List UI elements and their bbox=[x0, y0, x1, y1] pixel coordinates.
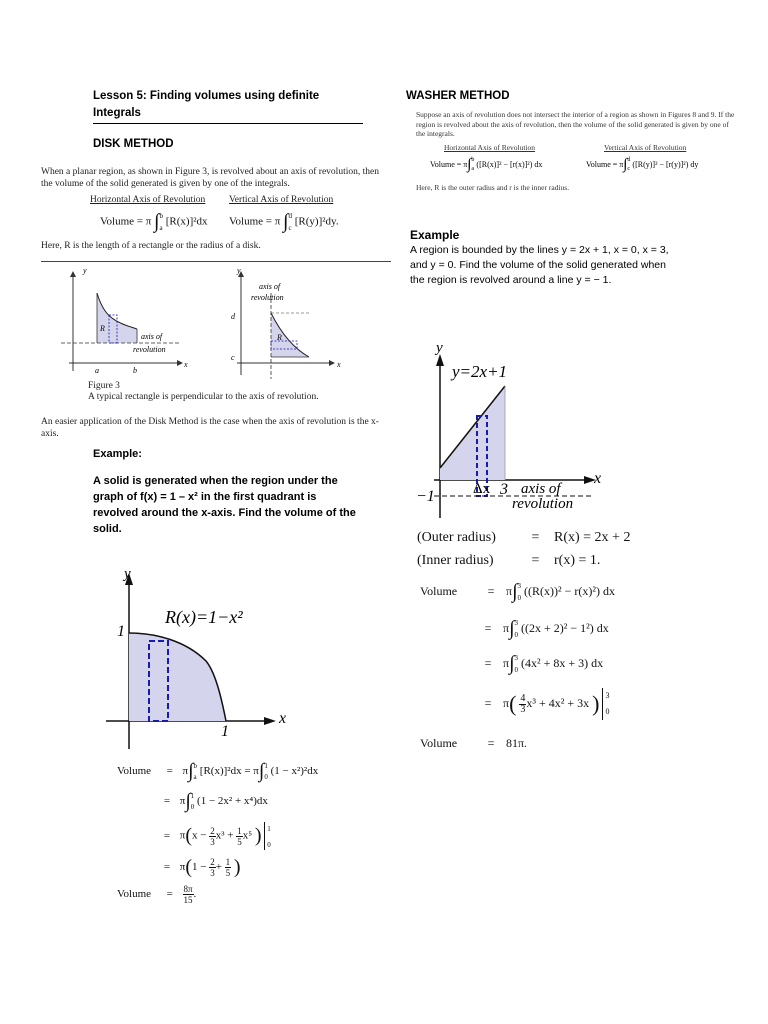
left-graph-curve-label: R(x)=1−x² bbox=[165, 607, 243, 627]
disk-work-line-4: = π(1 − $\frac{2}{3}$ + $\frac{1}{5}$ ) bbox=[163, 856, 241, 878]
fig3-right-c: c bbox=[231, 353, 235, 362]
fig3-right-y: y bbox=[237, 266, 241, 275]
vertical-axis-label: Vertical Axis of Revolution bbox=[229, 195, 334, 205]
figure-3-left bbox=[61, 271, 183, 371]
fig3-left-a: a bbox=[95, 366, 99, 375]
right-graph-three: 3 bbox=[500, 481, 508, 498]
fig3-left-x: x bbox=[184, 360, 188, 369]
fig3-left-b: b bbox=[133, 366, 137, 375]
disk-work-line-1: Volume = π∫ b a [R(x)]²dx = π∫ 1 0 (1 − x²)²dx bbox=[117, 760, 319, 782]
fig3-right-axis-2: revolution bbox=[251, 293, 284, 302]
right-graph-axis-1: axis of bbox=[521, 481, 561, 497]
figure-3-right bbox=[237, 271, 335, 379]
right-graph-delta-x: Δx bbox=[473, 481, 491, 497]
right-graph-line-label: y=2x+1 bbox=[452, 362, 508, 381]
washer-work-line-2: = π∫ 3 0 ((2x + 2)² − 1²) dx bbox=[484, 617, 609, 640]
right-example-label: Example bbox=[410, 228, 460, 242]
R-note: Here, R is the length of a rectangle or the radius of a disk. bbox=[41, 241, 261, 251]
fig3-right-x: x bbox=[337, 360, 341, 369]
disk-formula-vertical: Volume = π ∫ d c [R(y)]²dy. bbox=[229, 210, 339, 233]
right-graph-y: y bbox=[436, 340, 443, 356]
fig3-left-y: y bbox=[83, 266, 87, 275]
easier-note: An easier application of the Disk Method is the case when the axis of revolution is the x-axis. bbox=[41, 417, 379, 439]
disk-formula-horizontal: Volume = π ∫ b a [R(x)]²dx bbox=[100, 210, 208, 233]
left-graph-y: y bbox=[124, 566, 131, 582]
washer-method-heading: WASHER METHOD bbox=[406, 90, 510, 102]
left-example-label: Example: bbox=[93, 448, 142, 460]
left-example-text: A solid is generated when the region under the graph of f(x) = 1 – x² in the first quadrant is revolved around the x-axis. Find the volume of the solid. bbox=[93, 475, 356, 535]
washer-radius-note: Here, R is the outer radius and r is the inner radius. bbox=[416, 183, 570, 192]
washer-horizontal-label: Horizontal Axis of Revolution bbox=[444, 143, 536, 152]
washer-region bbox=[440, 386, 505, 480]
disk-work-line-3: = π(x − $\frac{2}{3}$ x³ + $\frac{1}{5}$ x⁵ ) 1 0 bbox=[157, 822, 271, 850]
outer-radius-line: (Outer radius) = R(x) = 2x + 2 bbox=[417, 530, 631, 545]
left-graph-one-x: 1 bbox=[221, 723, 229, 740]
inner-radius-line: (Inner radius) = r(x) = 1. bbox=[417, 553, 601, 568]
fig3-left-axis-1: axis of bbox=[141, 332, 163, 341]
right-graph-neg-one: −1 bbox=[416, 488, 435, 505]
disk-method-heading: DISK METHOD bbox=[93, 138, 174, 150]
right-graph-axis-2: revolution bbox=[512, 496, 574, 512]
horizontal-axis-label: Horizontal Axis of Revolution bbox=[90, 195, 206, 205]
right-graph-x: x bbox=[594, 470, 602, 487]
disk-intro: When a planar region, as shown in Figure 3, is revolved about an axis of revolution, then the volume of the solid generated is given by one of the integrals. bbox=[41, 167, 379, 189]
disk-work-line-5: Volume = $\frac{8\pi}{15}$ . bbox=[117, 884, 197, 905]
lesson-title: Lesson 5: Finding volumes using definite Integrals bbox=[93, 90, 320, 119]
figure-caption: Figure 3 bbox=[88, 381, 120, 391]
fig3-right-R: R bbox=[277, 333, 282, 342]
washer-intro: Suppose an axis of revolution does not intersect the interior of a region as shown in Figures 8 and 9. If the region is revolved about the axis of revolution, then the volume of the solid generated is given by one of the integrals. bbox=[416, 110, 735, 138]
washer-work-line-3: = π∫ 3 0 (4x² + 8x + 3) dx bbox=[484, 652, 604, 675]
left-graph-x: x bbox=[279, 710, 287, 727]
divider bbox=[41, 261, 391, 262]
fig3-right-axis-1: axis of bbox=[259, 282, 281, 291]
figure-3 bbox=[41, 263, 391, 383]
disk-work-line-2: = π∫ 1 0 (1 − 2x² + x⁴)dx bbox=[163, 790, 268, 812]
fig3-left-axis-2: revolution bbox=[133, 345, 166, 354]
right-example-text: A region is bounded by the lines y = 2x + 1, x = 0, x = 3, and y = 0. Find the volume of the solid generated when the region is revolved around a line y = − 1. bbox=[410, 244, 669, 286]
washer-work-line-1: Volume = π∫ 3 0 ((R(x))² − r(x)²) dx bbox=[420, 580, 615, 603]
disk-region bbox=[129, 633, 226, 721]
title-underline bbox=[93, 123, 363, 124]
washer-formula-vertical: Volume = π∫ d c ([R(y)]² − [r(y)]²) dy bbox=[586, 156, 699, 173]
figure-caption-2: A typical rectangle is perpendicular to the axis of revolution. bbox=[88, 392, 319, 402]
washer-example-graph bbox=[416, 340, 616, 520]
washer-work-line-4: = π( $\frac{4}{3}$ x³ + 4x² + 3x ) 3 0 bbox=[476, 688, 609, 720]
washer-vertical-label: Vertical Axis of Revolution bbox=[604, 143, 687, 152]
washer-formula-horizontal: Volume = π∫ b a ([R(x)]² − [r(x)]²) dx bbox=[430, 156, 543, 173]
fig3-right-d: d bbox=[231, 312, 235, 321]
washer-work-line-5: Volume = 81π. bbox=[420, 736, 528, 750]
left-graph-one-y: 1 bbox=[117, 623, 125, 640]
fig3-left-R: R bbox=[100, 324, 105, 333]
